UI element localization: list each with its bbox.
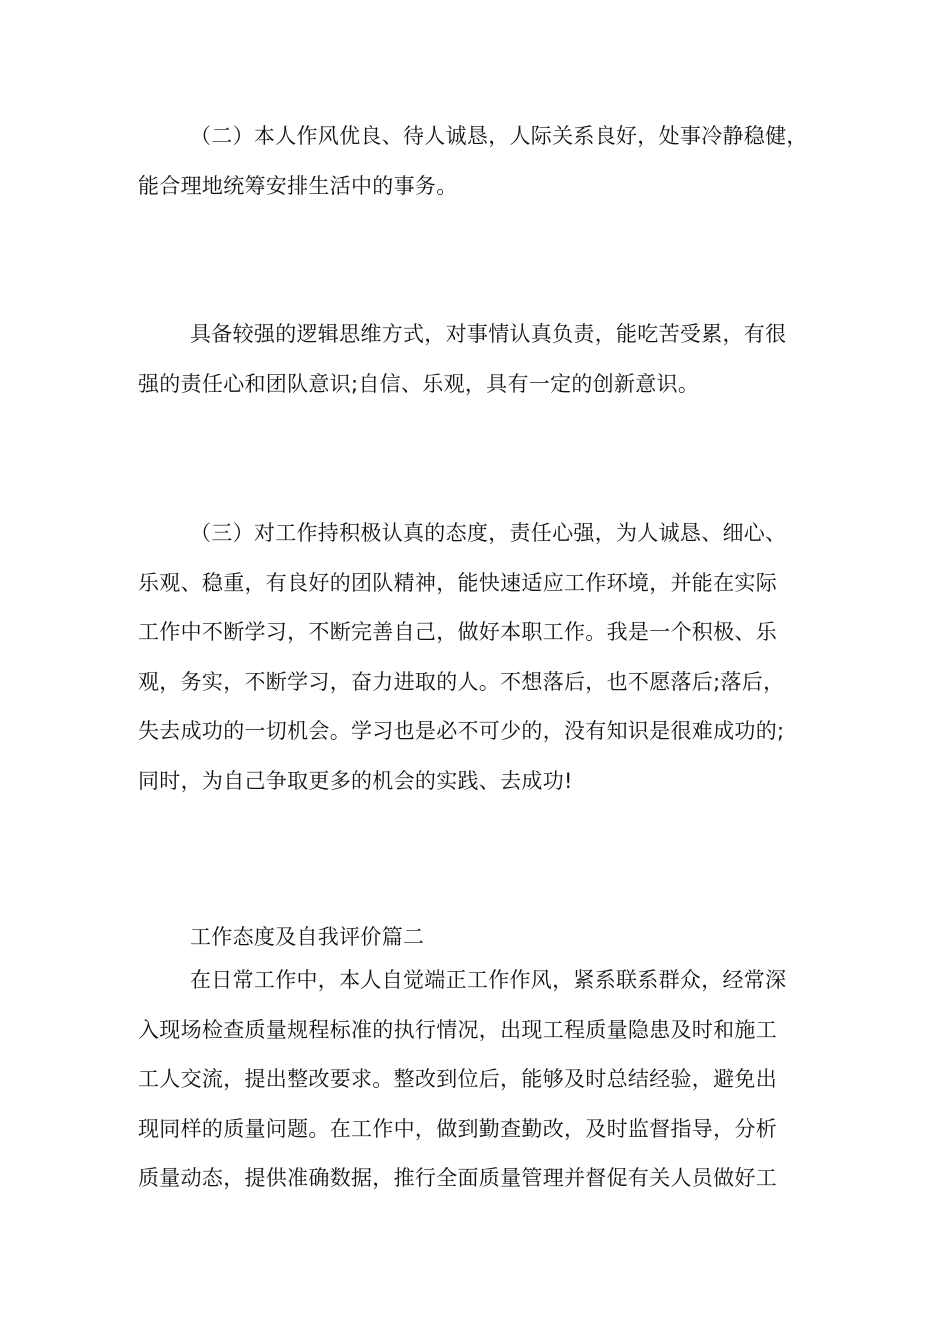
paragraph-logic (138, 310, 838, 409)
paragraph-2-section (138, 112, 838, 211)
paragraph-line: 入现场检查质量规程标准的执行情况，出现工程质量隐患及时和施工 (138, 1017, 777, 1042)
paragraph-line: 具备较强的逻辑思维方式，对事情认真负责，能吃苦受累，有很 (190, 322, 787, 346)
paragraph-line: 强的责任心和团队意识;自信、乐观，具有一定的创新意识。 (138, 371, 700, 396)
paragraph-line: （三）对工作持积极认真的态度，责任心强，为人诚恳、细心、 (190, 521, 787, 545)
paragraph-line: 在日常工作中，本人自觉端正工作作风，紧系联系群众，经常深 (190, 968, 787, 992)
paragraph-line: 乐观、稳重，有良好的团队精神，能快速适应工作环境，并能在实际 (138, 570, 777, 595)
paragraph-3-section (138, 509, 838, 807)
paragraph-line: 观，务实，不断学习，奋力进取的人。不想落后，也不愿落后;落后， (138, 669, 785, 694)
paragraph-line: （二）本人作风优良、待人诚恳，人际关系良好，处事冷静稳健， (190, 124, 808, 148)
paragraph-line: 现同样的质量问题。在工作中，做到勤查勤改，及时监督指导，分析 (138, 1116, 777, 1141)
paragraph-line: 工人交流，提出整改要求。整改到位后，能够及时总结经验，避免出 (138, 1067, 777, 1092)
paragraph-line: 能合理地统筹安排生活中的事务。 (138, 173, 458, 198)
paragraph-line: 同时，为自己争取更多的机会的实践、去成功! (138, 768, 573, 793)
paragraph-work-habits (138, 956, 838, 1204)
paragraph-line: 质量动态，提供准确数据，推行全面质量管理并督促有关人员做好工 (138, 1166, 777, 1191)
paragraph-line: 工作中不断学习，不断完善自己，做好本职工作。我是一个积极、乐 (138, 620, 777, 645)
section-heading: 工作态度及自我评价篇二 (190, 925, 425, 949)
paragraph-line: 失去成功的一切机会。学习也是必不可少的，没有知识是很难成功的; (138, 719, 785, 744)
